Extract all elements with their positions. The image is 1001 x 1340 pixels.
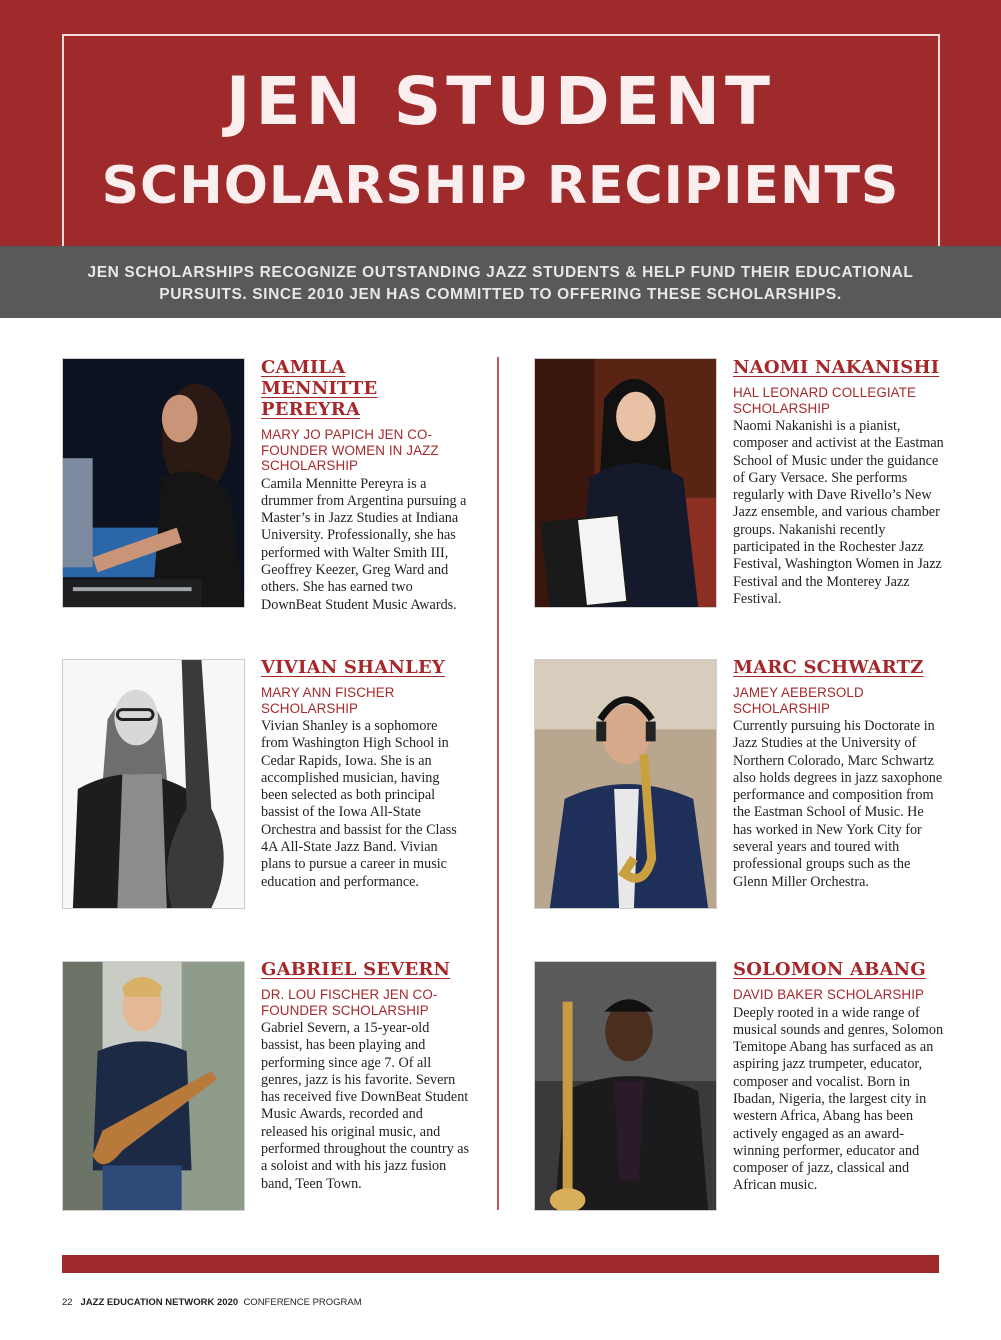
recipient-name: MARC SCHWARTZ (733, 657, 924, 678)
recipient-bio: Currently pursuing his Doctorate in Jazz Studies at the University of Northern Colorado, Marc Schwartz also holds degrees in jazz saxophone performance and composition from the Eastman School of Music. He has worked in New York City for several years and toured with professional groups such as the Glenn Miller Orchestra. (733, 718, 943, 890)
recipient-entry (733, 959, 945, 1195)
recipient-name-line: CAMILA (261, 357, 346, 378)
recipient-entry (261, 357, 473, 614)
page-title-line-1: JEN STUDENT (225, 63, 776, 140)
recipient-entry (261, 657, 473, 891)
recipient-photo-solomon (534, 961, 717, 1211)
scholarship-name: JAMEY AEBERSOLD SCHOLARSHIP (733, 685, 864, 716)
recipient-entry (733, 357, 945, 608)
recipient-entry (261, 959, 473, 1193)
page-number: 22 (62, 1297, 73, 1308)
scholarship-name: MARY JO PAPICH JEN CO-FOUNDER WOMEN IN JAZZ SCHOLARSHIP (261, 427, 439, 473)
recipient-name: NAOMI NAKANISHI (733, 357, 940, 378)
subtitle-line-2: PURSUITS. SINCE 2010 JEN HAS COMMITTED TO OFFERING THESE SCHOLARSHIPS. (159, 286, 842, 303)
subtitle-line-1: JEN SCHOLARSHIPS RECOGNIZE OUTSTANDING JAZZ STUDENTS & HELP FUND THEIR EDUCATIONAL (87, 264, 914, 281)
recipient-photo-naomi (534, 358, 717, 608)
recipient-bio: Vivian Shanley is a sophomore from Washington High School in Cedar Rapids, Iowa. She is an accomplished musician, having been selected as both principal bassist of the Iowa All-State Orchestra and bassist for the Class 4A All-State Jazz Band. Vivian plans to pursue a career in music education and performance. (261, 718, 457, 890)
recipient-name-line: PEREYRA (261, 399, 361, 420)
recipient-photo-marc (534, 659, 717, 909)
recipient-bio: Camila Mennitte Pereyra is a drummer from Argentina pursuing a Master’s in Jazz Studies at Indiana University. Professionally, she has performed with Walter Smith III, Geoffrey Keezer, Greg Ward and others. She has earned two DownBeat Student Music Awards. (261, 475, 467, 613)
recipient-photo-camila (62, 358, 245, 608)
recipient-entry (733, 657, 945, 891)
scholarship-name: DAVID BAKER SCHOLARSHIP (733, 987, 925, 1002)
scholarship-name: HAL LEONARD COLLEGIATE SCHOLARSHIP (733, 385, 917, 416)
subtitle (30, 262, 971, 306)
recipient-name: GABRIEL SEVERN (261, 959, 451, 980)
publication-name: JAZZ EDUCATION NETWORK 2020 (80, 1297, 239, 1308)
recipient-bio: Naomi Nakanishi is a pianist, composer and activist at the Eastman School of Music under the guidance of Gary Versace. She performs regularly with Dave Rivello’s New Jazz ensemble, and various chamber groups. Nakanishi recently participated in the Rochester Jazz Festival, Washington Women in Jazz Festival and the Monterey Jazz Festival. (733, 418, 944, 607)
recipient-name: SOLOMON ABANG (733, 959, 926, 980)
recipient-name-line: MENNITTE (261, 378, 378, 399)
page-footer (62, 1297, 362, 1308)
recipient-name (261, 357, 473, 420)
section-name: CONFERENCE PROGRAM (243, 1297, 362, 1308)
footer-bar (62, 1255, 939, 1273)
recipient-photo-gabriel (62, 961, 245, 1211)
recipient-bio: Gabriel Severn, a 15-year-old bassist, has been playing and performing since age 7. Of all genres, jazz is his favorite. Severn has received five DownBeat Student Music Awards, recorded and released his original music, and performed throughout the country as a soloist and with his jazz fusion band, Teen Town. (261, 1020, 470, 1192)
scholarship-name: MARY ANN FISCHER SCHOLARSHIP (261, 685, 395, 716)
recipient-bio: Deeply rooted in a wide range of musical sounds and genres, Solomon Temitope Abang has surfaced as an aspiring jazz trumpeter, educator, composer and vocalist. Born in Ibadan, Nigeria, the largest city in western Africa, Abang has been actively engaged as an award-winning performer, educator and composer of jazz, classical and African music. (733, 1004, 944, 1194)
scholarship-name: DR. LOU FISCHER JEN CO-FOUNDER SCHOLARSHIP (261, 987, 438, 1018)
recipient-name: VIVIAN SHANLEY (261, 657, 445, 678)
column-divider (497, 357, 499, 1210)
recipient-photo-vivian (62, 659, 245, 909)
page-title-line-2: SCHOLARSHIP RECIPIENTS (101, 156, 900, 216)
